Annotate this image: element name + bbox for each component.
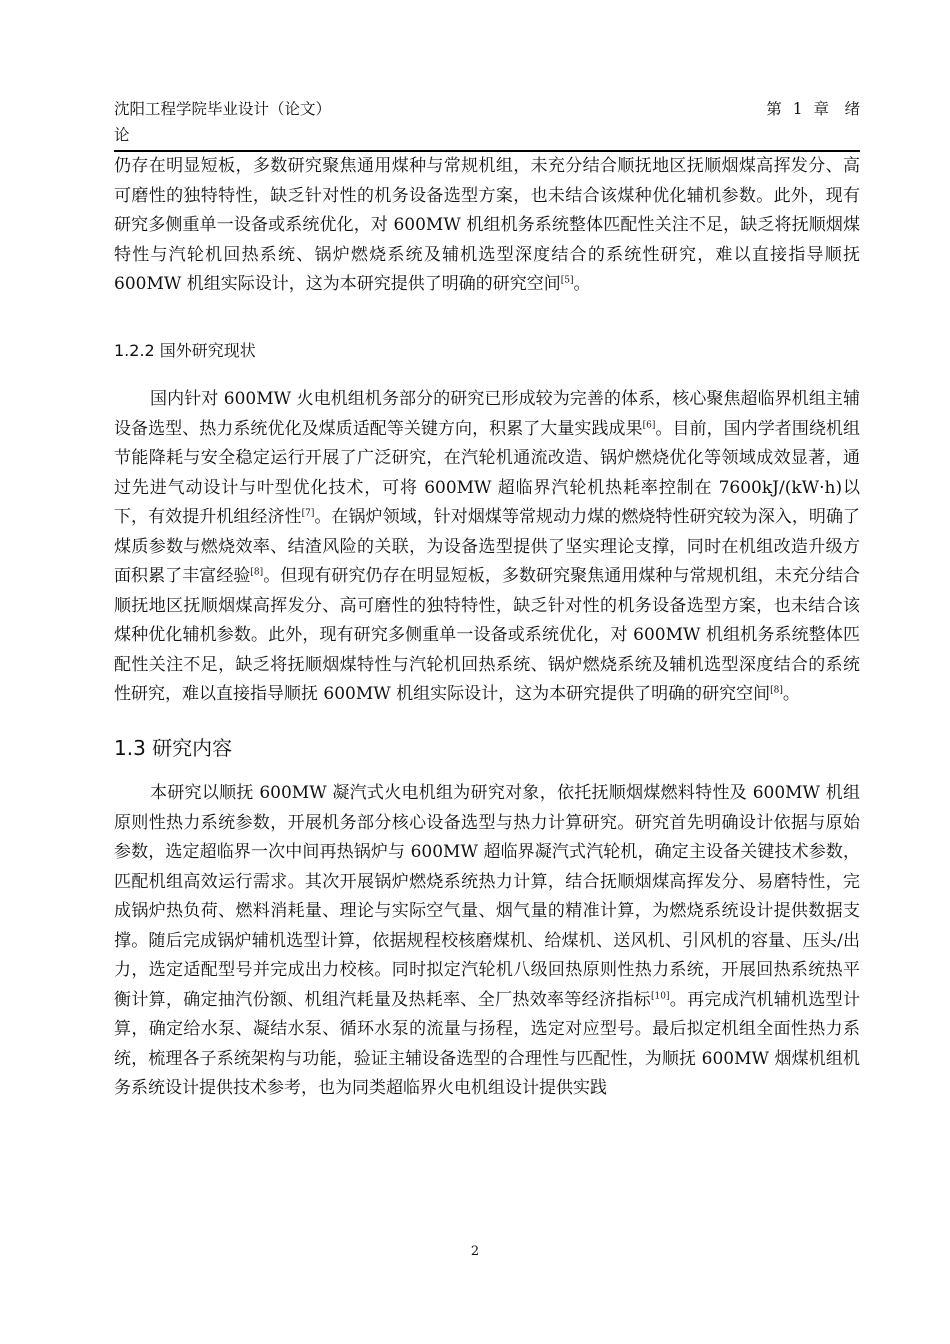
body-text xyxy=(114,152,860,1104)
citation: [8] xyxy=(770,685,783,696)
paragraph-1: 仍存在明显短板，多数研究聚焦通用煤种与常规机组，未充分结合顺抚地区抚顺烟煤高挥发分、高可磨性的独特特性，缺乏针对性的机务设备选型方案，也未结合该煤种优化辅机参数。此外，现有研究多侧重单一设备或系统优化，对 600MW 机组机务系统整体匹配性关注不足，缺乏将抚顺烟煤特性与汽轮机回热系统、锅炉燃烧系统及辅机选型深度结合的系统性研究，难以直接指导顺抚 600MW 机组实际设计，这为本研究提供了明确的研究空间[5]。 xyxy=(114,156,860,294)
citation: [6] xyxy=(642,419,656,430)
citation: [8] xyxy=(250,567,264,578)
header-chapter-title: 第 1 章 绪 xyxy=(766,100,860,118)
header-chapter-title-wrap: 论 xyxy=(114,126,130,144)
header-school-title: 沈阳工程学院毕业设计（论文） xyxy=(114,100,332,118)
paragraph-3: 本研究以顺抚 600MW 凝汽式火电机组为研究对象，依托抚顺烟煤燃料特性及 600MW 机组原则性热力系统参数，开展机务部分核心设备选型与热力计算研究。研究首先明确设计依据与原始参数，选定超临界一次中间再热锅炉与 600MW 超临界凝汽式汽轮机，确定主设备关键技术参数，匹配机组高效运行需求。其次开展锅炉燃烧系统热力计算，结合抚顺烟煤高挥发分、易磨特性，完成锅炉热负荷、燃料消耗量、理论与实际空气量、烟气量的精准计算，为燃烧系统设计提供数据支撑。随后完成锅炉辅机选型计算，依据规程校核磨煤机、给煤机、送风机、引风机的容量、压头/出力，选定适配型号并完成出力校核。同时拟定汽轮机八级回热原则性热力系统，开展回热系统热平衡计算，确定抽汽份额、机组汽耗量及热耗率、全厂热效率等经济指标[10]。再完成汽机辅机选型计算，确定给水泵、凝结水泵、循环水泵的流量与扬程，选定对应型号。最后拟定机组全面性热力系统，梳理各子系统架构与功能，验证主辅设备选型的合理性与匹配性，为顺抚 600MW 烟煤机组机务系统设计提供技术参考，也为同类超临界火电机组设计提供实践 xyxy=(114,783,861,1098)
section-heading-1-2-2: 1.2.2 国外研究现状 xyxy=(114,340,256,360)
citation: [10] xyxy=(650,990,670,1001)
citation: [7] xyxy=(301,508,315,519)
page-number: 2 xyxy=(470,1244,480,1259)
paragraph-2: 国内针对 600MW 火电机组机务部分的研究已形成较为完善的体系，核心聚焦超临界机组主辅设备选型、热力系统优化及煤质适配等关键方向，积累了大量实践成果[6]。目前，国内学者围绕机组节能降耗与安全稳定运行开展了广泛研究，在汽轮机通流改造、锅炉燃烧优化等领域成效显著，通过先进气动设计与叶型优化技术，可将 600MW 超临界汽轮机热耗率控制在 7600kJ/(kW·h)以下，有效提升机组经济性[7]。在锅炉领域，针对烟煤等常规动力煤的燃烧特性研究较为深入，明确了煤质参数与燃烧效率、结渣风险的关联，为设备选型提供了坚实理论支撑，同时在机组改造升级方面积累了丰富经验[8]。但现有研究仍存在明显短板，多数研究聚焦通用煤种与常规机组，未充分结合顺抚地区抚顺烟煤高挥发分、高可磨性的独特特性，缺乏针对性的机务设备选型方案，也未结合该煤种优化辅机参数。此外，现有研究多侧重单一设备或系统优化，对 600MW 机组机务系统整体匹配性关注不足，缺乏将抚顺烟煤特性与汽轮机回热系统、锅炉燃烧系统及辅机选型深度结合的系统性研究，难以直接指导顺抚 600MW 机组实际设计，这为本研究提供了明确的研究空间[8]。 xyxy=(114,389,861,704)
section-heading-1-3: 1.3 研究内容 xyxy=(114,735,233,760)
citation: [5] xyxy=(560,275,574,286)
